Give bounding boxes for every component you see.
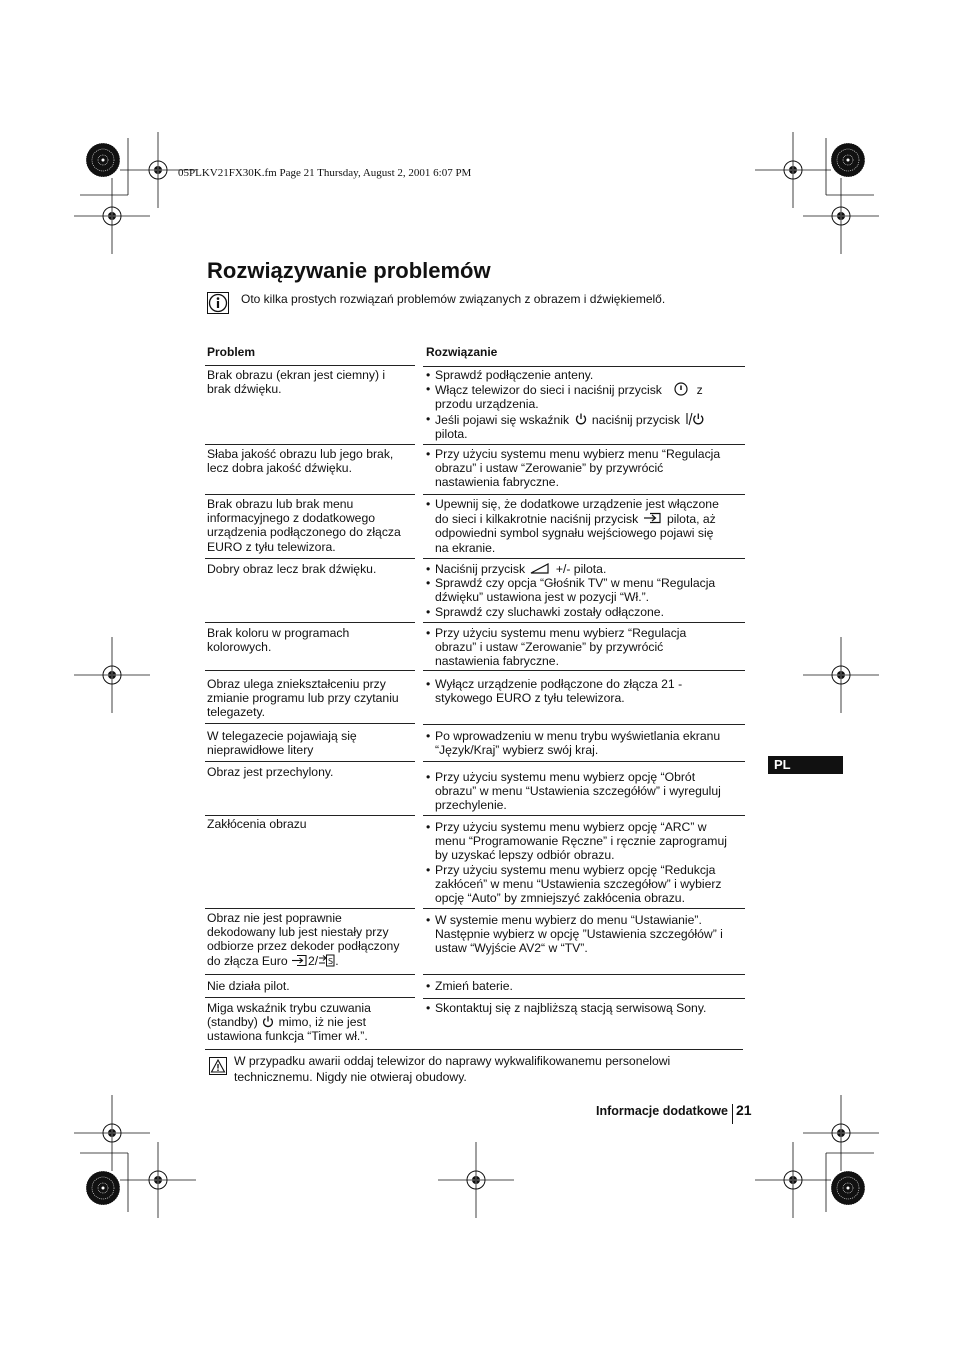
standby-icon: [573, 412, 589, 426]
list-item: • Sprawdź podłączenie anteny.: [426, 368, 748, 382]
list-item: • Naciśnij przycisk +/- pilota.: [426, 562, 748, 576]
registration-mark-icon: [86, 143, 120, 177]
power-icon: [665, 382, 693, 396]
table-row-solution: [426, 770, 748, 813]
table-row-problem: Obraz ulega zniekształceniu przy zmianie programu lub przy czytaniu telegazety.: [207, 677, 399, 720]
footer-divider: [732, 1104, 733, 1124]
table-row-solution: [426, 913, 748, 956]
page-title: Rozwiązywanie problemów: [207, 258, 491, 283]
info-icon: [207, 292, 229, 314]
file-info: 05PLKV21FX30K.fm Page 21 Thursday, August 2, 2001 6:07 PM: [178, 167, 472, 179]
list-item: • Przy użyciu systemu menu wybierz opcję “Obrót obrazu” w menu “Ustawienia szczegółów” i wyreguluj przechylenie.: [426, 770, 748, 813]
table-row-solution: [426, 820, 748, 905]
table-row-solution: [426, 1001, 748, 1015]
language-tab: PL: [768, 756, 843, 774]
list-item: • Skontaktuj się z najbliższą stacją serwisową Sony.: [426, 1001, 748, 1015]
registration-mark-icon: [803, 1095, 879, 1171]
warning-text: W przypadku awarii oddaj telewizor do naprawy wykwalifikowanemu personelowi technicznemu. Nigdy nie otwieraj obudowy.: [234, 1054, 671, 1084]
input-select-icon: [642, 511, 664, 525]
registration-mark-icon: [438, 1142, 514, 1218]
list-item: • Po wprowadzeniu w menu trybu wyświetlania ekranu “Język/Kraj” wybierz swój kraj.: [426, 729, 748, 757]
table-row-problem: Obraz jest przechylony.: [207, 765, 334, 779]
list-item: • Jeśli pojawi się wskaźnik naciśnij przycisk pilota.: [426, 412, 748, 441]
list-item: • Zmień baterie.: [426, 979, 748, 993]
registration-mark-icon: [86, 1171, 120, 1205]
table-row-problem: Obraz nie jest poprawnie dekodowany lub jest niestały przy odbiorze przez dekoder podłączony do złącza Euro 2/ S .: [207, 911, 400, 968]
standby-icon: [683, 412, 707, 426]
list-item: • Przy użyciu systemu menu wybierz “Regulacja obrazu” i ustaw “Zerowanie” by przywrócić nastawienia fabryczne.: [426, 626, 748, 669]
list-item: • Upewnij się, że dodatkowe urządzenie jest włączone do sieci i kilkakrotnie naciśnij przycisk pilota, aż odpowiedni symbol sygnału wejściowego pojawi się na ekranie.: [426, 497, 748, 555]
table-row-solution: [426, 677, 748, 705]
table-row-problem: Zakłócenia obrazu: [207, 817, 307, 831]
list-item: • Wyłącz urządzenie podłączone do złącza 21 - stykowego EURO z tyłu telewizora.: [426, 677, 748, 705]
volume-icon: [528, 562, 552, 575]
registration-mark-icon: [803, 637, 879, 713]
standby-icon: [261, 1015, 275, 1028]
footer-section-title: Informacje dodatkowe: [596, 1104, 728, 1118]
column-header-problem: Problem: [207, 345, 256, 359]
table-row-solution: [426, 447, 748, 490]
page-number: 21: [736, 1102, 752, 1118]
column-header-solution: Rozwiązanie: [426, 345, 498, 359]
table-row-problem: Brak obrazu lub brak menu informacyjnego z dodatkowego urządzenia podłączonego do złącza EURO z tyłu telewizora.: [207, 497, 401, 554]
table-row-problem: Słaba jakość obrazu lub jego brak, lecz dobra jakość dźwięku.: [207, 447, 394, 476]
registration-mark-icon: [755, 132, 831, 208]
intro-text: Oto kilka prostych rozwiązań problemów związanych z obrazem i dźwiękiemelő.: [241, 292, 666, 306]
table-row-solution: [426, 497, 748, 555]
list-item: • Przy użyciu systemu menu wybierz menu “Regulacja obrazu” i ustaw “Zerowanie” by przywrócić nastawienia fabryczne.: [426, 447, 748, 490]
table-row-solution: [426, 626, 748, 669]
table-row-solution: [426, 562, 748, 619]
table-row-solution: [426, 979, 748, 993]
table-row-problem: Nie działa pilot.: [207, 979, 290, 993]
input-select-icon: [291, 954, 308, 967]
registration-mark-icon: [831, 143, 865, 177]
registration-mark-icon: [803, 178, 879, 254]
table-row-solution: [426, 729, 748, 757]
table-rule: [423, 366, 745, 367]
table-row-problem: Brak koloru w programach kolorowych.: [207, 626, 350, 655]
list-item: • Włącz telewizor do sieci i naciśnij przycisk z przodu urządzenia.: [426, 382, 748, 411]
input-select-icon: [318, 954, 335, 967]
svg-text:S: S: [328, 956, 334, 966]
registration-mark-icon: [120, 1142, 196, 1218]
list-item: • Przy użyciu systemu menu wybierz opcję “Redukcja zakłóceń” w menu “Ustawienia szczegółow” i wybierz opcję “Auto” by zmniejszyć zakłócenia obrazu.: [426, 863, 748, 906]
table-row-problem: Brak obrazu (ekran jest ciemny) i brak dźwięku.: [207, 368, 386, 397]
registration-mark-icon: [74, 178, 150, 254]
table-row-problem: Miga wskaźnik trybu czuwania (standby) mimo, iż nie jest ustawiona funkcja “Timer wł.”.: [207, 1001, 371, 1044]
table-row-solution: [426, 368, 748, 441]
list-item: • Sprawdź czy sluchawki zostały odłączone.: [426, 605, 748, 619]
registration-mark-icon: [74, 1095, 150, 1171]
table-row-problem: Dobry obraz lecz brak dźwięku.: [207, 562, 377, 576]
table-rule: [205, 365, 415, 366]
registration-mark-icon: [74, 637, 150, 713]
registration-mark-icon: [831, 1171, 865, 1205]
list-item: • W systemie menu wybierz do menu “Ustawianie”. Następnie wybierz w opcję ”Ustawienia szczegółów” i ustaw “Wyjście AV2“ w “TV”.: [426, 913, 748, 956]
list-item: • Sprawdź czy opcja “Głośnik TV” w menu “Regulacja dźwięku” ustawiona jest w pozycji “Wł.”.: [426, 576, 748, 604]
warning-triangle-icon: [209, 1057, 227, 1075]
table-row-problem: W telegazecie pojawiają się nieprawidłowe litery: [207, 729, 357, 758]
list-item: • Przy użyciu systemu menu wybierz opcję “ARC” w menu “Programowanie Ręczne” i ręcznie zaprogramuj by uzyskać lepszy odbiór obrazu.: [426, 820, 748, 863]
registration-mark-icon: [755, 1142, 831, 1218]
